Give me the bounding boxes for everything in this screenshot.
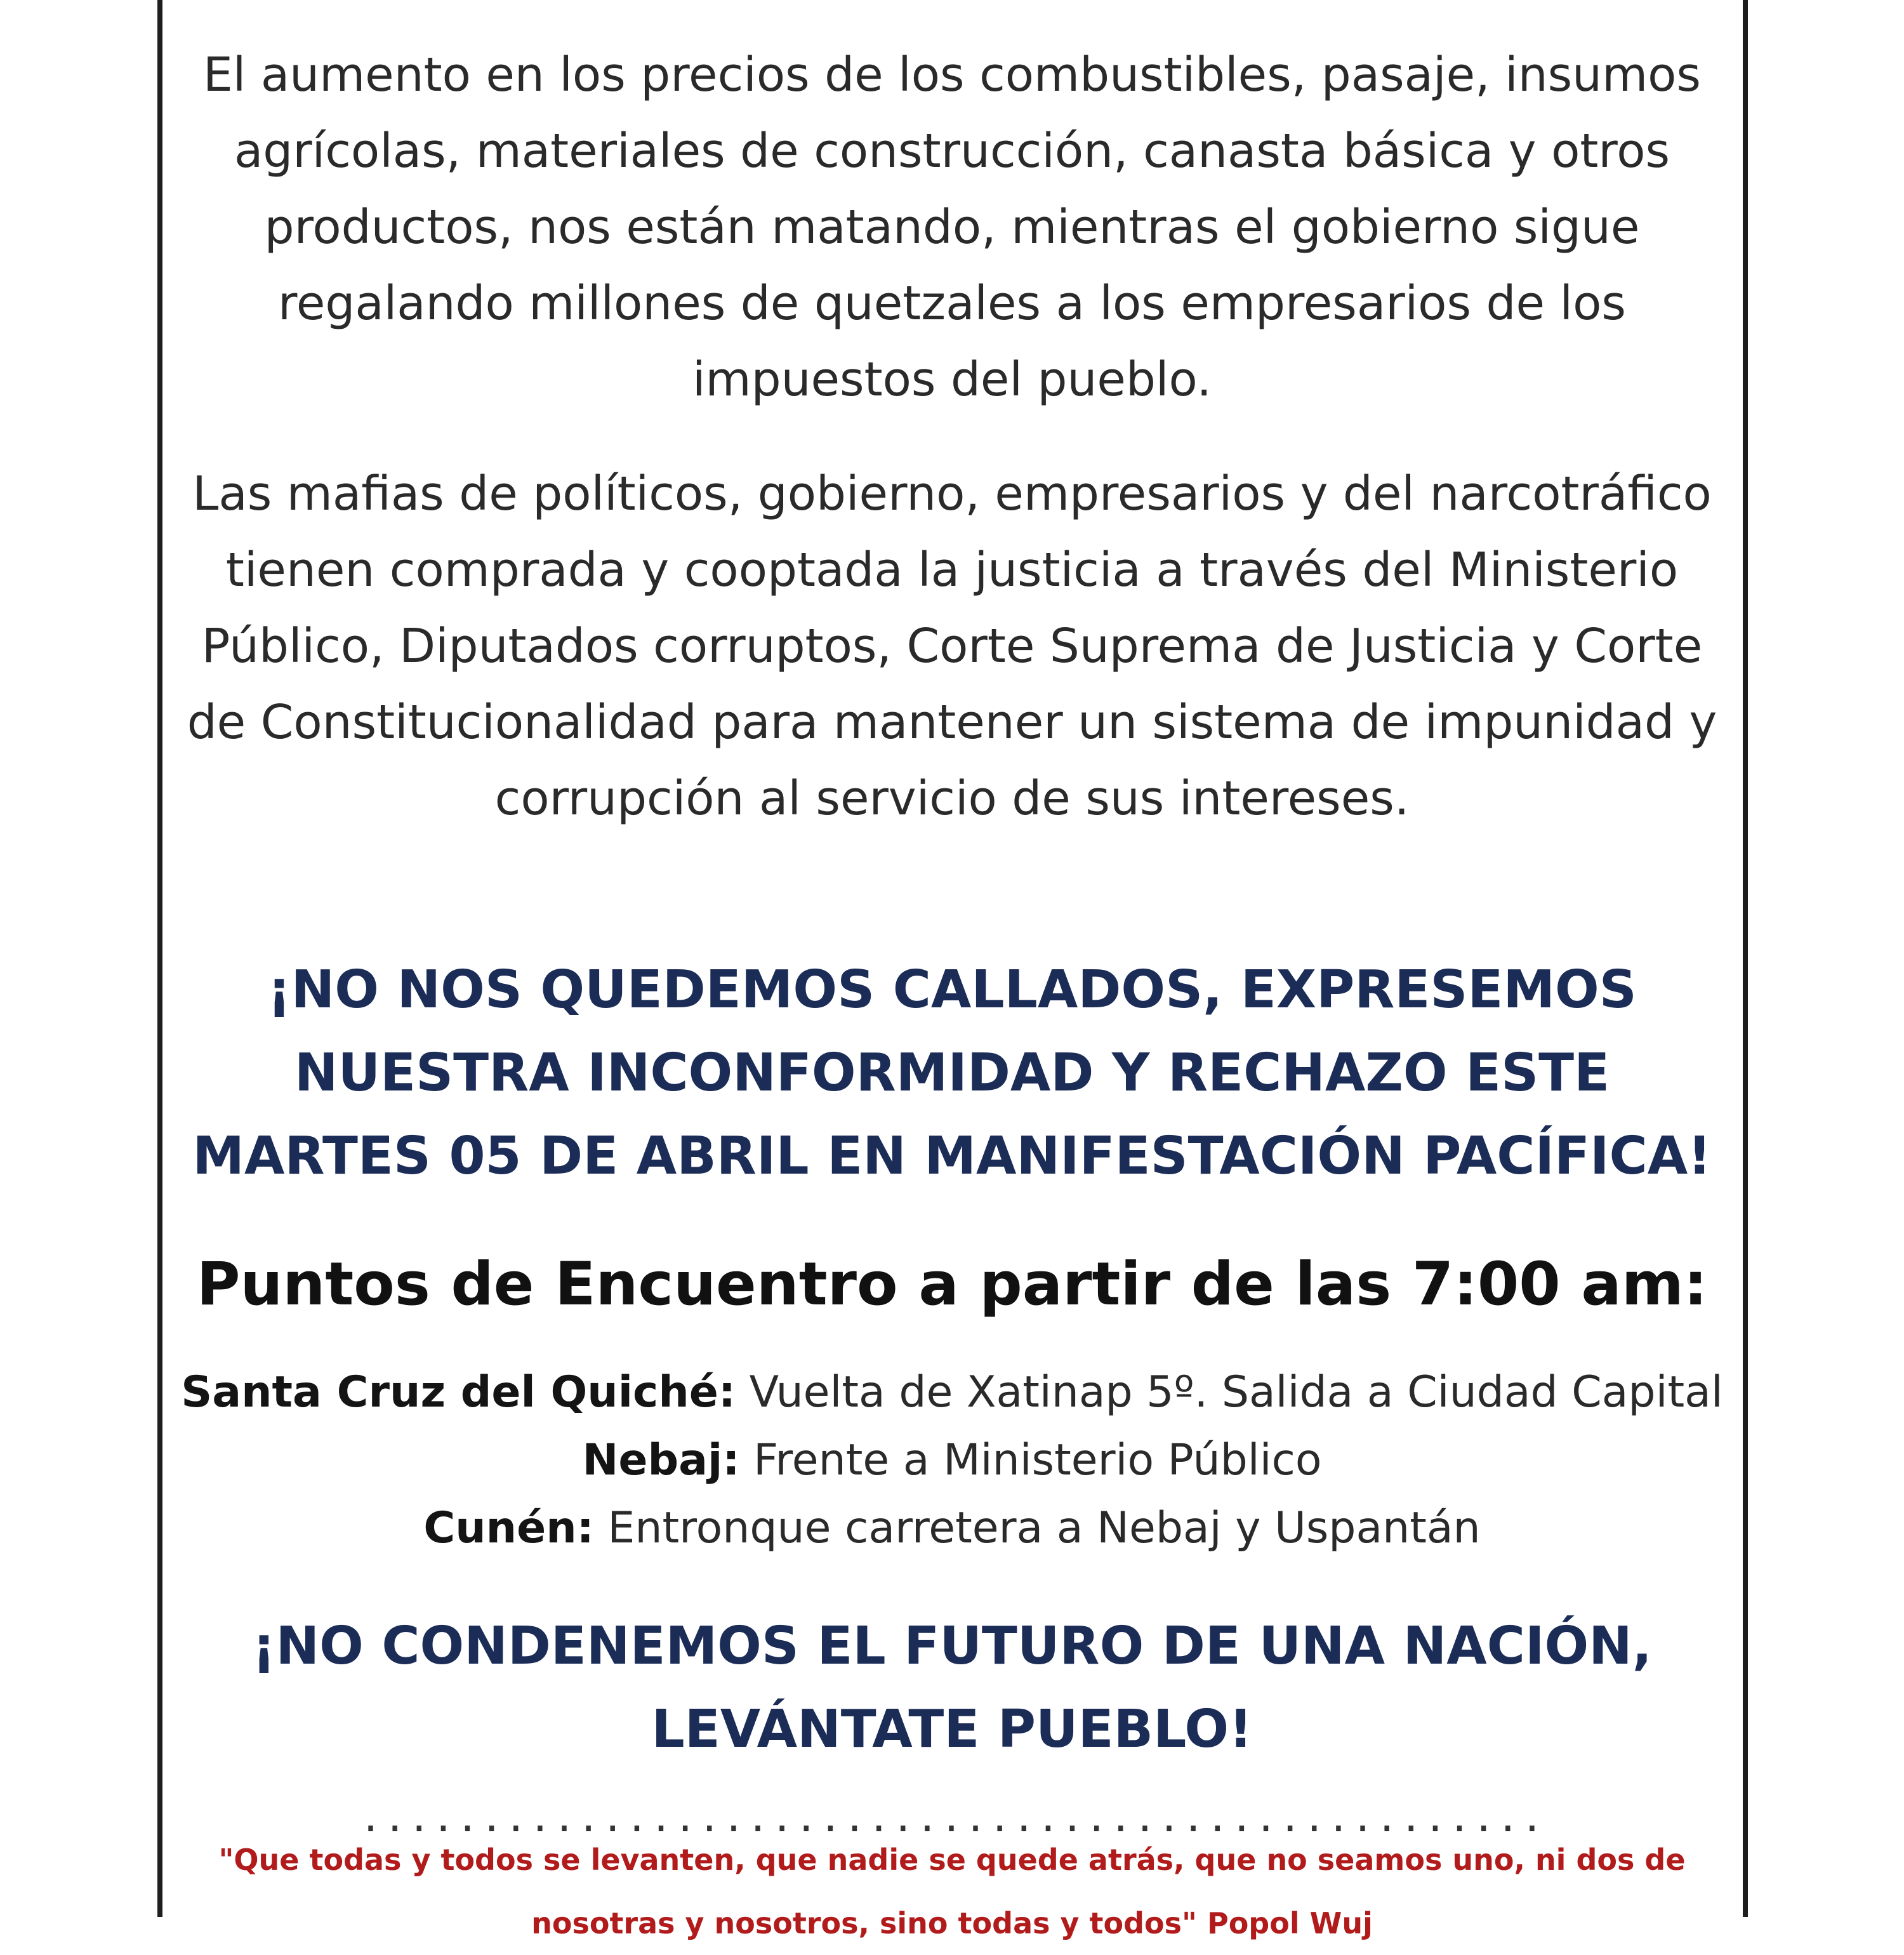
meeting-point-item <box>178 1358 1726 1426</box>
meeting-point-detail: Vuelta de Xatinap 5º. Salida a Ciudad Capital <box>736 1367 1723 1417</box>
meeting-point-item <box>178 1494 1726 1562</box>
paragraph-mafias: Las mafias de políticos, gobierno, empresarios y del narcotráfico tienen comprada y cooptada la justicia a través del Ministerio Público, Diputados corruptos, Corte Suprema de Justicia y Corte de Constitucionalidad para mantener un sistema de impunidad y corrupción al servicio de sus intereses. <box>187 467 1717 826</box>
meeting-point-detail: Entronque carretera a Nebaj y Uspantán <box>593 1503 1481 1553</box>
dotted-separator: ................................................. <box>359 1796 1545 1841</box>
meeting-point-item <box>178 1426 1726 1494</box>
popol-wuj-quote: "Que todas y todos se levanten, que nadie se quede atrás, que no seamos uno, ni dos de nosotras y nosotros, sino todas y todos" Popol Wuj <box>218 1843 1686 1940</box>
meeting-point-place: Nebaj: <box>582 1435 740 1485</box>
closing-call-headline: ¡NO CONDENEMOS EL FUTURO DE UNA NACIÓN, LEVÁNTATE PUEBLO! <box>252 1616 1652 1760</box>
paragraph-prices: El aumento en los precios de los combustibles, pasaje, insumos agrícolas, materiales de construcción, canasta básica y otros productos, nos están matando, mientras el gobierno sigue regalando millones de quetzales a los empresarios de los impuestos del pueblo. <box>203 48 1701 407</box>
call-to-action-headline: ¡NO NOS QUEDEMOS CALLADOS, EXPRESEMOS NUESTRA INCONFORMIDAD Y RECHAZO ESTE MARTES 05 DE ABRIL EN MANIFESTACIÓN PACÍFICA! <box>192 960 1712 1186</box>
meeting-point-place: Santa Cruz del Quiché: <box>181 1367 736 1417</box>
meeting-points-list <box>178 1358 1726 1562</box>
meeting-point-detail: Frente a Ministerio Público <box>739 1435 1322 1485</box>
meeting-points-title: Puntos de Encuentro a partir de las 7:00 am: <box>196 1250 1708 1319</box>
meeting-point-place: Cunén: <box>423 1503 594 1553</box>
